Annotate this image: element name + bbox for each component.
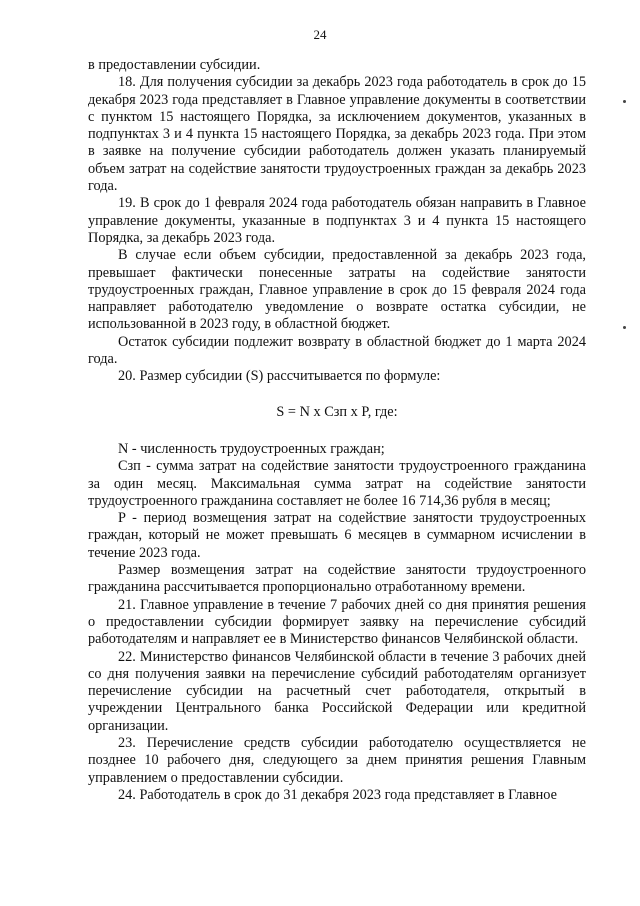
paragraph-item-24: 24. Работодатель в срок до 31 декабря 2023 года представляет в Главное	[118, 786, 557, 803]
paragraph-refund-case: В случае если объем субсидии, предоставленной за декабрь 2023 года, превышает фактически понесенные затраты на содействие занятости трудоустроенных граждан, Главное управление в срок до 15 февраля 2024 года направляет работодателю уведомление о возврате остатка субсидии, не использованной в 2023 году, в областной бюджет.	[88, 247, 586, 333]
scan-mark	[623, 100, 626, 103]
definition-n: N - численность трудоустроенных граждан;	[118, 440, 385, 457]
paragraph-item-19: 19. В срок до 1 февраля 2024 года работодатель обязан направить в Главное управление документы, указанные в подпунктах 3 и 4 пункта 15 настоящего Порядка, за декабрь 2023 года.	[88, 195, 586, 246]
document-body	[88, 57, 586, 804]
subsidy-formula: S = N x Сзп x P, где:	[276, 403, 398, 420]
scan-mark	[623, 326, 626, 329]
paragraph-item-22: 22. Министерство финансов Челябинской области в течение 3 рабочих дней со дня получения заявки на перечисление субсидий работодателям организует перечисление субсидии на расчетный счет работодателя, открытый в учреждении Центрального банка Российской Федерации или кредитной организации.	[88, 648, 586, 734]
paragraph-proportional: Размер возмещения затрат на содействие занятости трудоустроенного гражданина рассчитывается пропорционально отработанному времени.	[88, 562, 586, 596]
definition-p: P - период возмещения затрат на содействие занятости трудоустроенных граждан, который не может превышать 6 месяцев в суммарном исчислении в течение 2023 года.	[88, 510, 586, 561]
definition-szp: Сзп - сумма затрат на содействие занятости трудоустроенного гражданина за один месяц. Максимальная сумма затрат на содействие занятости трудоустроенного гражданина составляет не более 16 714,36 рубля в месяц;	[88, 458, 586, 509]
paragraph-continuation: в предоставлении субсидии.	[88, 57, 261, 73]
paragraph-item-23: 23. Перечисление средств субсидии работодателю осуществляется не позднее 10 рабочего дня, следующего за днем принятия решения Главным управлением о предоставлении субсидии.	[88, 734, 586, 786]
paragraph-refund-deadline: Остаток субсидии подлежит возврату в областной бюджет до 1 марта 2024 года.	[88, 333, 586, 368]
paragraph-item-20: 20. Размер субсидии (S) рассчитывается по формуле:	[118, 368, 441, 385]
paragraph-item-21: 21. Главное управление в течение 7 рабочих дней со дня принятия решения о предоставлении субсидии формирует заявку на перечисление субсидий работодателям и направляет ее в Министерство финансов Челябинской области.	[88, 596, 586, 648]
paragraph-item-18: 18. Для получения субсидии за декабрь 2023 года работодатель в срок до 15 декабря 2023 года представляет в Главное управление документы в соответствии с пунктом 15 настоящего Порядка, за исключением документов, указанных в подпунктах 3 и 4 пункта 15 настоящего Порядка, за декабрь 2023 года. При этом в заявке на получение субсидии работодатель должен указать планируемый объем затрат на содействие занятости трудоустроенных граждан за декабрь 2023 года.	[88, 74, 586, 195]
page-number: 24	[313, 27, 327, 42]
